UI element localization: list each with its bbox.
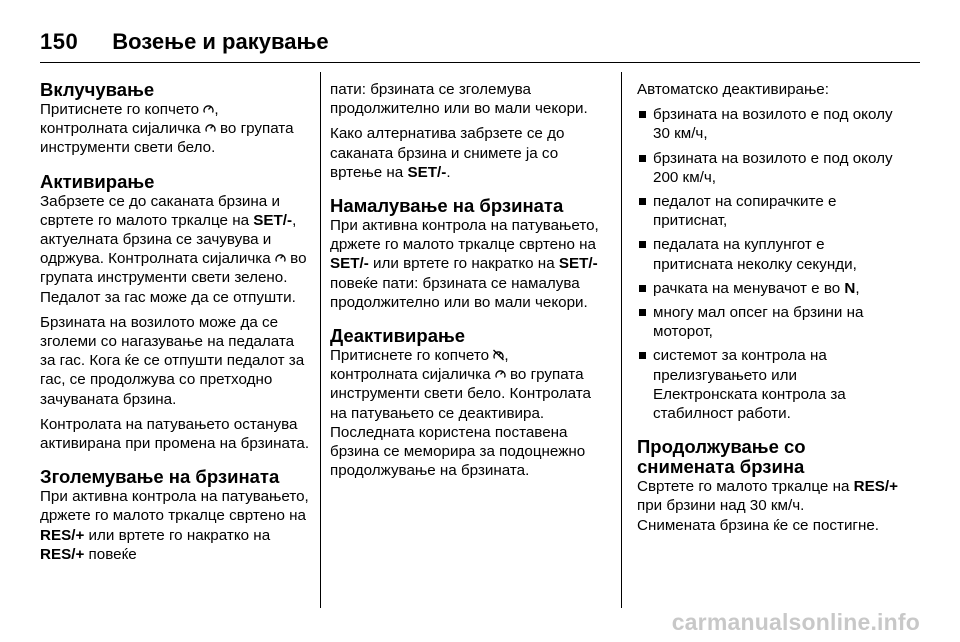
- paragraph: Снимената брзина ќе се постигне.: [637, 516, 880, 534]
- chapter-title: Возење и ракување: [112, 29, 329, 54]
- paragraph: При активна контрола на патувањето, држете го малото тркалце свртено на SET/- или вртете го накратко на SET/- повеќе пати: брзината се намалува продолжително или во мали чекори.: [330, 217, 599, 311]
- list-item: брзината на возилото е под околу 30 км/ч,: [637, 105, 905, 143]
- column-1: [40, 80, 310, 570]
- paragraph: Како алтернатива забрзете се до саканата брзина и снимете ја со вртење на SET/-.: [330, 125, 565, 181]
- paragraph: При активна контрола на патувањето, држете го малото тркалце свртено на RES/+ или вртете го накратко на RES/+ повеќе: [40, 488, 309, 563]
- paragraph: Свртете го малото тркалце на RES/+ при брзини над 30 км/ч.: [637, 478, 898, 515]
- page-header: [40, 22, 329, 62]
- watermark: carmanualsonline.info: [671, 609, 920, 635]
- column-3: [637, 80, 905, 541]
- auto-deactivation-title: Автоматско деактивирање:: [637, 81, 829, 98]
- paragraph: Брзината на возилото може да се зголеми со нагазување на педалата за гас. Кога ќе се отпушти педалот за гас, се продолжува со претходно зачуваната брзина.: [40, 313, 305, 408]
- section-title-resume-speed: Продолжување со снимената брзина: [637, 436, 806, 478]
- paragraph: Притиснете го копчето , контролната сијаличка во групата инструменти свети бело.: [40, 101, 294, 157]
- section-title-reduce-speed: Намалување на брзината: [330, 195, 564, 217]
- cruise-control-icon: [203, 103, 214, 115]
- paragraph: Забрзете се до саканата брзина и свртете го малото тркалце на SET/-, актуелната брзина се зачувува и одржува. Контролната сијаличка во групата инструменти свети зелено. Педалот за гас може да се отпушти.: [40, 192, 307, 306]
- paragraph: Контролата на патувањето останува активирана при промена на брзината.: [40, 415, 310, 453]
- page-number: 150: [40, 29, 79, 54]
- list-item: педалата на куплунгот е притисната неколку секунди,: [637, 235, 905, 273]
- list-item: педалот на сопирачките е притиснат,: [637, 192, 905, 230]
- cruise-control-off-icon: [493, 349, 504, 361]
- auto-deactivation-list: [637, 105, 905, 423]
- cruise-control-icon: [495, 368, 506, 380]
- section-title-activation: Активирање: [40, 170, 155, 192]
- column-divider: [320, 72, 321, 608]
- paragraph: пати: брзината се зголемува продолжително или во мали чекори.: [330, 81, 588, 118]
- section-title-deactivation: Деактивирање: [330, 325, 466, 347]
- column-divider: [621, 72, 622, 608]
- list-item: брзината на возилото е под околу 200 км/ч,: [637, 149, 905, 187]
- paragraph: Притиснете го копчето , контролната сијаличка во групата инструменти свети бело. Контролата на патувањето се деактивира. Последната користена поставена брзина се меморира за подоцнежно продолжување на брзината.: [330, 347, 591, 480]
- list-item: системот за контрола на прелизгувањето или Електронската контрола за стабилност работи.: [637, 346, 905, 423]
- cruise-control-icon: [205, 122, 216, 134]
- list-item: рачката на менувачот е во N,: [637, 279, 905, 298]
- section-title-switch-on: Вклучување: [40, 79, 155, 100]
- header-rule: [40, 62, 920, 63]
- cruise-control-icon: [275, 252, 286, 264]
- list-item: многу мал опсег на брзини на моторот,: [637, 303, 905, 341]
- column-2: [330, 80, 600, 486]
- section-title-increase-speed: Зголемување на брзината: [40, 466, 280, 488]
